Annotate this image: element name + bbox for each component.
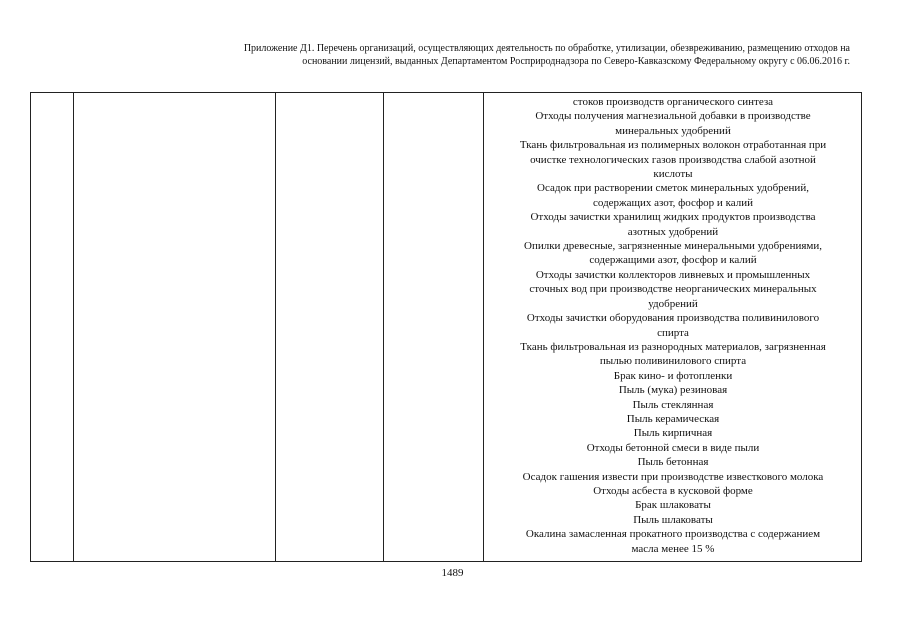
waste-line: удобрений xyxy=(648,297,698,310)
column-divider xyxy=(275,93,276,561)
waste-line: пылью поливинилового спирта xyxy=(599,355,747,368)
waste-line: Отходы зачистки хранилищ жидких продуктов производства xyxy=(530,211,816,224)
waste-line: Пыль бетонная xyxy=(637,456,709,469)
waste-line: стоков производств органического синтеза xyxy=(572,96,774,108)
waste-line: Ткань фильтровальная из разнородных материалов, загрязненная xyxy=(520,340,826,353)
waste-line: минеральных удобрений xyxy=(615,124,731,137)
waste-line: Опилки древесные, загрязненные минеральными удобрениями, xyxy=(524,240,822,253)
waste-line: Окалина замасленная прокатного производства с содержанием xyxy=(525,528,821,541)
waste-line: Ткань фильтровальная из полимерных волокон отработанная при xyxy=(519,139,827,152)
header-line-1: Приложение Д1. Перечень организаций, осуществляющих деятельность по обработке, утилизации, обезвреживанию, размещению отходов на xyxy=(243,43,850,54)
waste-line: Отходы бетонной смеси в виде пыли xyxy=(586,441,760,454)
waste-line: Пыль кирпичная xyxy=(633,427,713,440)
waste-line: Отходы зачистки коллекторов ливневых и промышленных xyxy=(535,268,811,281)
waste-line: Брак шлаковаты xyxy=(635,499,711,512)
waste-line: Осадок гашения извести при производстве известкового молока xyxy=(522,470,824,483)
waste-line: Пыль керамическая xyxy=(626,412,720,425)
waste-line: масла менее 15 % xyxy=(631,542,715,555)
waste-line: Брак кино- и фотопленки xyxy=(613,369,733,382)
waste-line: Осадок при растворении сметок минеральных удобрений, xyxy=(537,182,809,195)
header-line-2: основании лицензий, выданных Департаментом Росприроднадзора по Северо-Кавказскому Федеральному округу с 06.06.2016 г. xyxy=(302,56,850,67)
column-divider xyxy=(383,93,384,561)
waste-line: спирта xyxy=(657,326,689,339)
waste-line: кислоты xyxy=(653,168,693,181)
waste-line: содержащих азот, фосфор и калий xyxy=(593,196,753,209)
waste-line: сточных вод при производстве неорганических минеральных xyxy=(529,283,817,296)
waste-line: Отходы зачистки оборудования производства поливинилового xyxy=(526,312,820,325)
column-divider xyxy=(73,93,74,561)
organizations-table xyxy=(30,92,862,562)
waste-line: азотных удобрений xyxy=(627,225,719,238)
waste-line: Пыль стеклянная xyxy=(632,398,714,411)
waste-line: Пыль (мука) резиновая xyxy=(618,384,728,397)
waste-line: очистке технологических газов производства слабой азотной xyxy=(530,153,816,166)
page-number: 1489 xyxy=(441,567,464,579)
document-header xyxy=(90,42,850,68)
waste-line: Пыль шлаковаты xyxy=(633,513,713,526)
waste-types-cell xyxy=(483,95,863,556)
waste-line: Отходы получения магнезиальной добавки в производстве xyxy=(535,110,811,123)
waste-line: содержащими азот, фосфор и калий xyxy=(589,254,757,267)
waste-line: Отходы асбеста в кусковой форме xyxy=(593,484,753,497)
